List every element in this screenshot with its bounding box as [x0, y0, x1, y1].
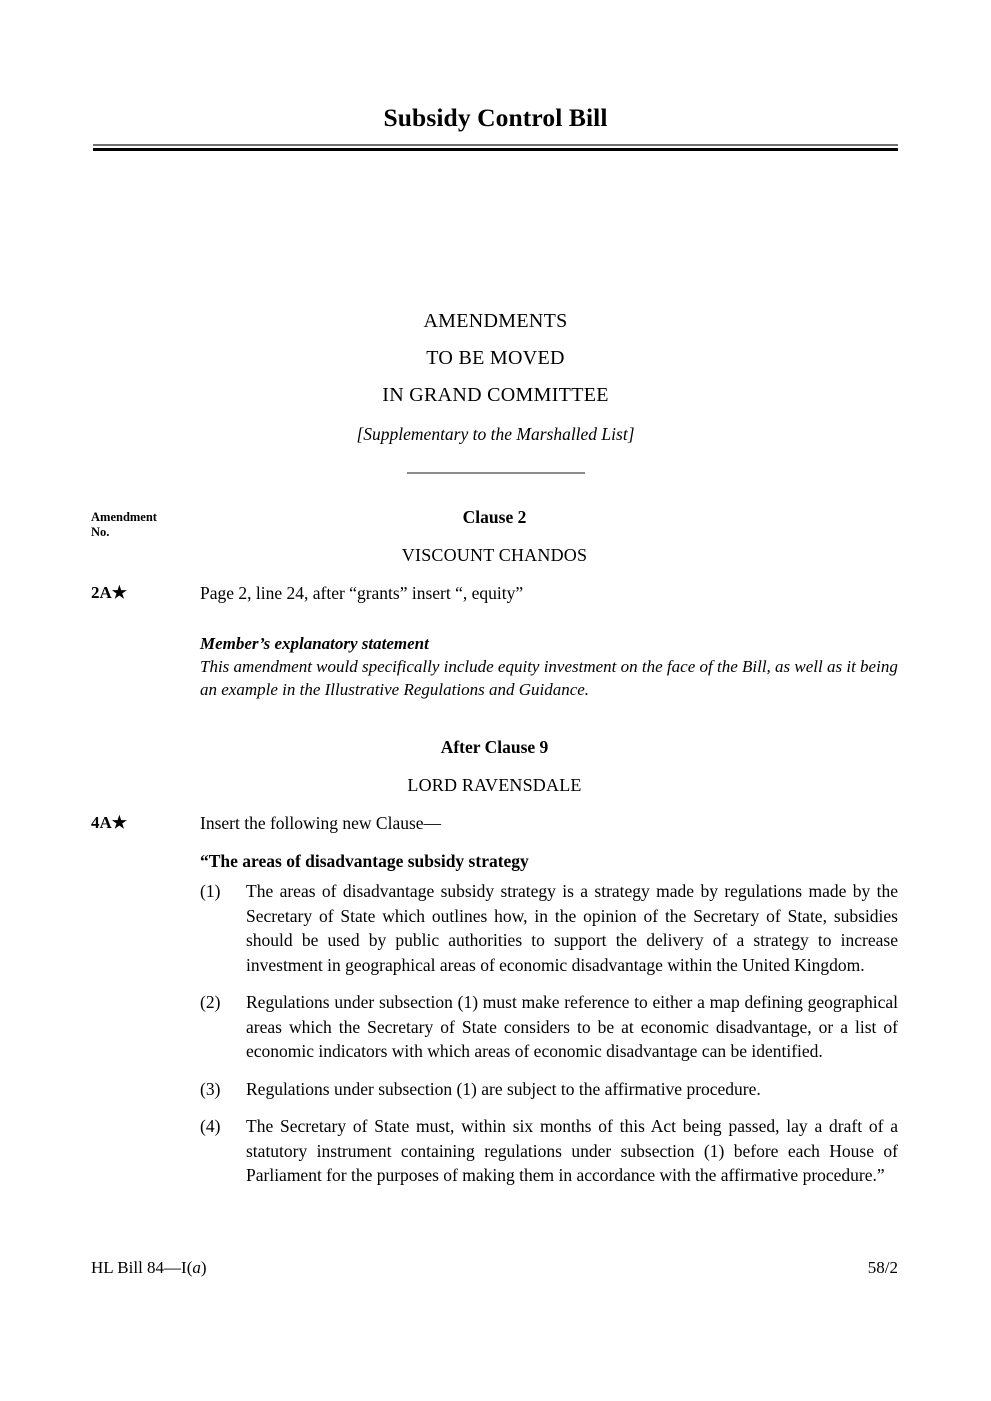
amendment-number-2a: 2A★: [91, 583, 128, 602]
spacer: [91, 567, 898, 581]
section-clause-2: [91, 505, 898, 701]
spacer: [91, 797, 898, 811]
heading-line-to-be-moved: TO BE MOVED: [426, 347, 565, 369]
subsection-number: (1): [200, 881, 221, 901]
new-clause-title: “The areas of disadvantage subsidy strategy: [200, 851, 529, 871]
spacer: [91, 606, 898, 632]
heading-divider: [407, 472, 585, 474]
bill-reference-suffix: ): [200, 1258, 207, 1277]
spacer: [91, 529, 898, 543]
amendment-number-4a: 4A★: [91, 812, 128, 832]
spacer: [91, 835, 898, 849]
amendment-row-4a: [91, 811, 898, 836]
subsection-item: [200, 879, 898, 977]
bill-reference-italic: a: [192, 1258, 201, 1277]
member-name-lord-ravensdale: LORD RAVENSDALE: [407, 774, 582, 795]
subsection-text: The Secretary of State must, within six months of this Act being passed, lay a draft of a statutory instrument containing regulations under subsection (1) before each House of Parliament for the purposes of making them in accordance with the affirmative procedure.”: [246, 1116, 898, 1185]
new-clause-subsections: [200, 879, 898, 1188]
bill-reference-prefix: HL Bill 84—I(: [91, 1258, 193, 1277]
member-name-viscount-chandos: VISCOUNT CHANDOS: [401, 545, 588, 565]
masthead: [93, 104, 898, 151]
amendment-text-2a: Page 2, line 24, after “grants” insert “, equity”: [200, 583, 524, 603]
subsection-number: (2): [200, 992, 221, 1012]
subsection-text: Regulations under subsection (1) are subject to the affirmative procedure.: [246, 1078, 761, 1099]
subsection-number: (3): [200, 1078, 221, 1099]
subsection-item: [200, 1114, 898, 1188]
spacer: [91, 759, 898, 773]
page-title: Subsidy Control Bill: [383, 103, 608, 132]
bill-reference: [91, 1258, 207, 1278]
page-footer: [91, 1258, 898, 1278]
section-after-clause-9: [91, 735, 898, 1188]
explanatory-statement-title-2a: Member’s explanatory statement: [200, 633, 429, 653]
heading-line-amendments: AMENDMENTS: [423, 310, 568, 332]
clause-heading-clause-2: Clause 2: [462, 507, 527, 527]
amendments-content: [91, 505, 898, 1188]
page-number: 58/2: [867, 1258, 898, 1277]
heading-line-in-grand-committee: IN GRAND COMMITTEE: [382, 384, 609, 406]
masthead-rule-thick: [93, 148, 898, 151]
amendment-row-2a: [91, 581, 898, 606]
subsection-text: The areas of disadvantage subsidy strategy is a strategy made by regulations made by the Secretary of State which outlines how, in the opinion of the Secretary of State, subsidies should be used by public authorities to support the delivery of a strategy to increase investment in geographical areas of economic disadvantage within the United Kingdom.: [246, 881, 898, 975]
amendment-no-column-label: Amendment No.: [91, 510, 157, 539]
clause-heading-after-clause-9: After Clause 9: [440, 736, 549, 757]
subsection-text: Regulations under subsection (1) must make reference to either a map defining geographical areas which the Secretary of State considers to be at economic disadvantage, or a list of economic indicators with which areas of economic disadvantage can be identified.: [246, 992, 898, 1061]
explanatory-statement-body-2a: This amendment would specifically include equity investment on the face of the Bill, as well as it being an example in the Illustrative Regulations and Guidance.: [200, 656, 898, 699]
subsection-number: (4): [200, 1116, 221, 1136]
document-heading-block: [93, 303, 898, 474]
masthead-rule-group: [93, 144, 898, 151]
insert-instruction-4a: Insert the following new Clause—: [200, 812, 442, 833]
supplementary-note: [Supplementary to the Marshalled List]: [356, 424, 635, 444]
spacer: [91, 701, 898, 735]
subsection-item: [200, 1077, 898, 1102]
subsection-item: [200, 990, 898, 1064]
heading-divider-wrap: [93, 472, 898, 474]
